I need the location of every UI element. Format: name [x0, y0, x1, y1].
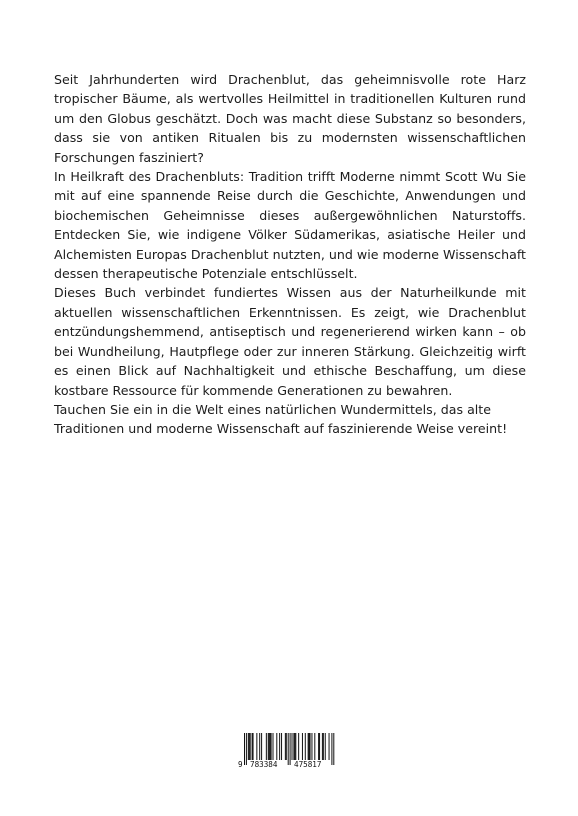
barcode-bar	[314, 733, 315, 760]
barcode-bar	[252, 733, 253, 760]
barcode-bar	[323, 733, 324, 760]
barcode-bar	[253, 733, 254, 760]
barcode-bar	[273, 733, 274, 760]
barcode-bar	[261, 733, 262, 760]
barcode-left-digits: 783384	[250, 760, 278, 769]
barcode-bar	[294, 733, 295, 760]
barcode-bar	[259, 733, 260, 760]
barcode-bar	[279, 733, 280, 760]
barcode-bar	[288, 733, 289, 765]
barcode-bar	[302, 733, 303, 760]
blurb-paragraph-closing: Tauchen Sie ein in die Welt eines natürlichen Wundermittels, das alte Traditionen und moderne Wissenschaft auf faszinierende Weise vereint!	[54, 401, 508, 437]
barcode-bar	[331, 733, 332, 765]
barcode-bar	[333, 733, 334, 765]
barcode-bar	[325, 733, 326, 760]
barcode-bar	[249, 733, 250, 760]
barcode-bar	[248, 733, 249, 760]
barcode-bar	[270, 733, 271, 760]
barcode-bar	[309, 733, 310, 760]
barcode-bar	[285, 733, 286, 760]
barcode-bar	[246, 733, 247, 765]
barcode-bar	[322, 733, 323, 760]
barcode-bar	[295, 733, 296, 760]
barcode-bar	[269, 733, 270, 760]
barcode-bar	[256, 733, 257, 760]
barcode-bar	[271, 733, 272, 760]
barcode-bar	[292, 733, 293, 760]
barcode-bar	[319, 733, 320, 760]
barcode-bar	[293, 733, 294, 760]
blurb-paragraph-intro: Seit Jahrhunderten wird Drachenblut, das geheimnisvolle rote Harz tropischer Bäume, als wertvolles Heilmittel in traditionellen Kulturen rund um den Globus geschätzt. Doch was macht diese Substanz so besonders, dass sie von antiken Ritualen bis zu modernsten wissenschaftlichen Forschungen fasziniert?	[54, 72, 526, 165]
barcode-first-digit: 9	[238, 760, 243, 769]
barcode-bar	[329, 733, 330, 760]
barcode-bar	[298, 733, 299, 760]
barcode-bar	[281, 733, 282, 760]
barcode-bar	[276, 733, 277, 760]
barcode-bar	[311, 733, 312, 760]
blurb-text	[54, 70, 526, 439]
barcode-right-digits: 475817	[294, 760, 322, 769]
barcode-bar	[268, 733, 269, 760]
barcode-bar	[286, 733, 287, 760]
blurb-paragraph-book: In Heilkraft des Drachenbluts: Tradition trifft Moderne nimmt Scott Wu Sie mit auf eine spannende Reise durch die Geschichte, Anwendungen und biochemischen Geheimnisse dieses außergewöhnlichen Naturstoffs. Entdecken Sie, wie indigene Völker Südamerikas, asiatische Heiler und Alchemisten Europas Drachenblut nutzten, und wie moderne Wissenschaft dessen therapeutische Potenziale entschlüsselt.	[54, 169, 526, 282]
barcode-bar	[305, 733, 306, 760]
barcode-bar	[310, 733, 311, 760]
barcode-bar	[250, 733, 251, 760]
barcode-bar	[266, 733, 267, 760]
barcode-bar	[290, 733, 291, 765]
isbn-barcode	[236, 733, 342, 773]
barcode-bar	[318, 733, 319, 760]
barcode-bar	[308, 733, 309, 760]
blurb-paragraph-content: Dieses Buch verbindet fundiertes Wissen aus der Naturheilkunde mit aktuellen wissenschaftlichen Erkenntnissen. Es zeigt, wie Drachenblut entzündungshemmend, antiseptisch und regenerierend wirken kann – ob bei Wundheilung, Hautpflege oder zur inneren Stärkung. Gleichzeitig wirft es einen Blick auf Nachhaltigkeit und ethische Beschaffung, um diese kostbare Ressource für kommende Generationen zu bewahren.	[54, 285, 526, 398]
barcode-bar	[244, 733, 245, 765]
